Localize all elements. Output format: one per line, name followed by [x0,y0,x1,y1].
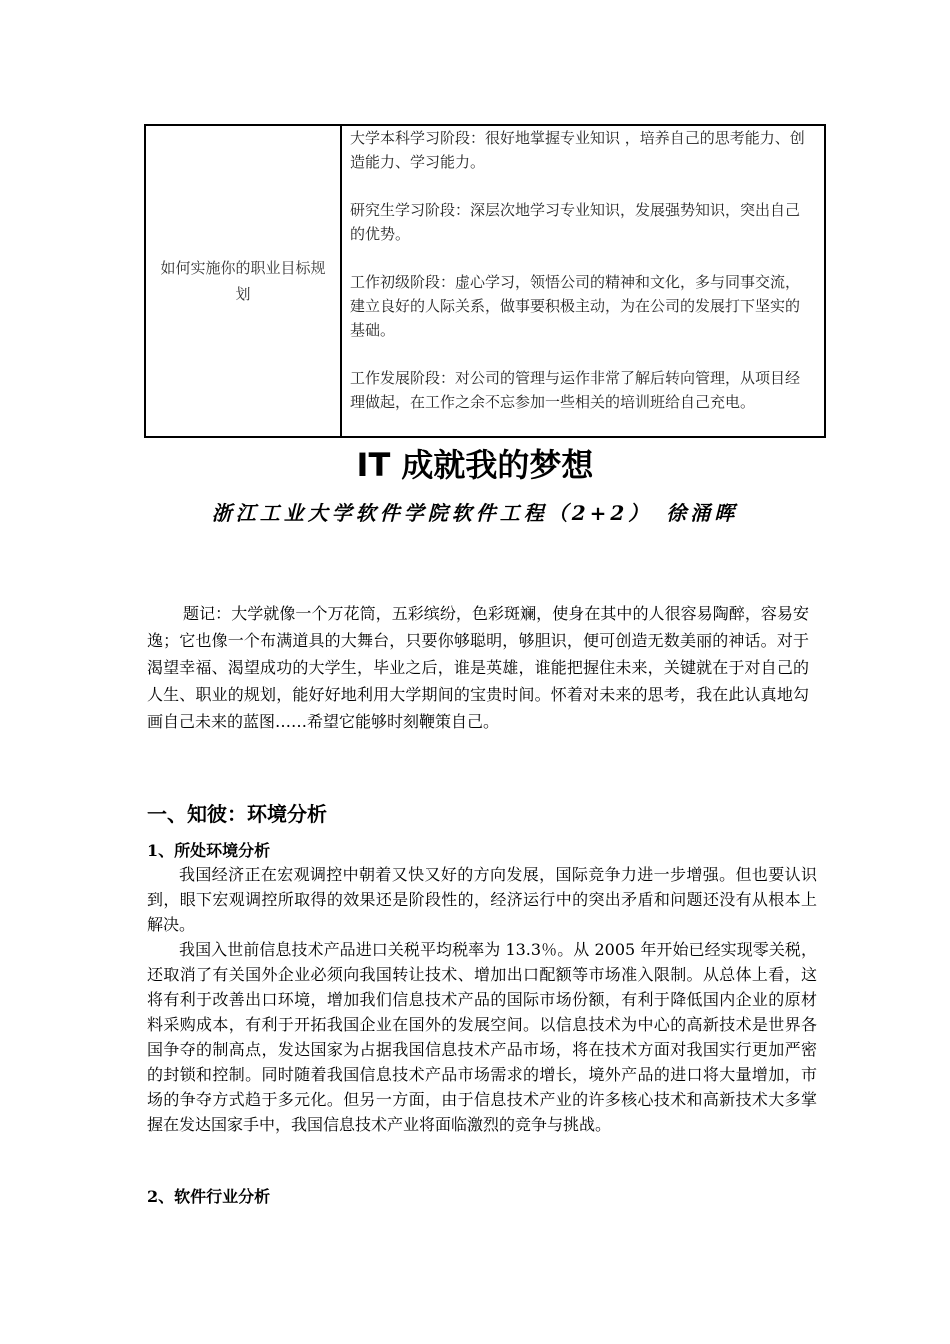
stage-graduate: 研究生学习阶段：深层次地学习专业知识，发展强势知识，突出自己的优势。 [350,201,801,243]
preface-text: 大学就像一个万花筒，五彩缤纷，色彩斑斓，使身在其中的人很容易陶醉，容易安逸；它也像一个布满道具的大舞台，只要你够聪明，够胆识，便可创造无数美丽的神话。对于渴望幸福、渴望成功的大学生，毕业之后，谁是英雄，谁能把握住未来，关键就在于对自己的人生、职业的规划，能好好地利用大学期间的宝贵时间。怀着对未来的思考，我在此认真地勾画自己未来的蓝图……希望它能够时刻鞭策自己。 [147,604,809,731]
stage-undergraduate: 大学本科学习阶段：很好地掌握专业知识 ，培养自己的思考能力、创造能力、学习能力。 [350,129,805,171]
preface [147,600,809,735]
section-heading-environment: 一、知彼：环境分析 [147,802,327,826]
preface-label: 题记： [183,604,232,623]
environment-analysis-body [147,862,817,1137]
stage-career-development: 工作发展阶段：对公司的管理与运作非常了解后转向管理，从项目经理做起，在工作之余不忘参加一些相关的培训班给自己充电。 [350,369,801,411]
subsection-heading-environment: 1、所处环境分析 [147,841,271,860]
stages-cell [341,125,825,437]
stage-early-career: 工作初级阶段：虚心学习，领悟公司的精神和文化，多与同事交流，建立良好的人际关系，做事要积极主动，为在公司的发展打下坚实的基础。 [350,273,801,339]
paragraph: 我国经济正在宏观调控中朝着又快又好的方向发展，国际竞争力进一步增强。但也要认识到，眼下宏观调控所取得的效果还是阶段性的，经济运行中的突出矛盾和问题还没有从根本上解决。 [147,865,817,934]
document-title: IT 成就我的梦想 [356,446,594,484]
table-row [145,125,825,437]
career-plan-table [144,124,826,438]
document-subtitle: 浙江工业大学软件学院软件工程（2+2） 徐涌晖 [211,501,739,525]
row-label: 如何实施你的职业目标规划 [145,125,341,437]
subsection-heading-software-industry: 2、软件行业分析 [147,1187,271,1206]
paragraph: 我国入世前信息技术产品进口关税平均税率为 13.3％。从 2005 年开始已经实现零关税，还取消了有关国外企业必须向我国转让技术、增加出口配额等市场准入限制。从总体上看，这将有利于改善出口环境，增加我们信息技术产品的国际市场份额，有利于降低国内企业的原材料采购成本，有利于开拓我国企业在国外的发展空间。以信息技术为中心的高新技术是世界各国争夺的制高点，发达国家为占据我国信息技术产品市场，将在技术方面对我国实行更加严密的封锁和控制。同时随着我国信息技术产品市场需求的增长，境外产品的进口将大量增加，市场的争夺方式趋于多元化。但另一方面，由于信息技术产业的许多核心技术和高新技术大多掌握在发达国家手中，我国信息技术产业将面临激烈的竞争与挑战。 [147,940,817,1134]
